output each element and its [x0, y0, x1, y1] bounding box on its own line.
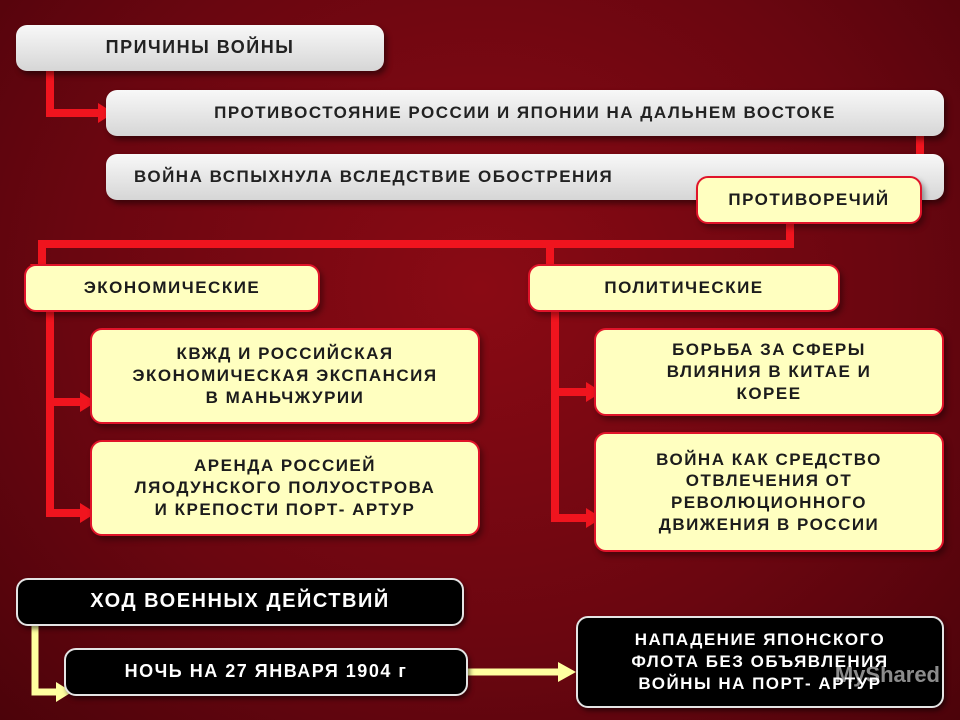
political-item-text: ВОЙНА КАК СРЕДСТВО ОТВЛЕЧЕНИЯ ОТ РЕВОЛЮЦИОННОГО ДВИЖЕНИЯ В РОССИИ — [656, 449, 882, 534]
political-item-box — [594, 432, 944, 552]
connector-contradictions — [42, 222, 790, 266]
causes-title: ПРИЧИНЫ ВОЙНЫ — [105, 37, 295, 58]
course-title-box — [16, 578, 464, 626]
political-title: ПОЛИТИЧЕСКИЕ — [604, 278, 764, 298]
confrontation-box — [106, 90, 944, 136]
contradictions-box — [696, 176, 922, 224]
economic-title: ЭКОНОМИЧЕСКИЕ — [83, 278, 261, 298]
economic-item-box — [90, 440, 480, 536]
arrowhead — [558, 662, 576, 682]
economic-item-text: АРЕНДА РОССИЕЙ ЛЯОДУНСКОГО ПОЛУОСТРОВА И КРЕПОСТИ ПОРТ- АРТУР — [134, 456, 436, 519]
economic-item-text: КВЖД И РОССИЙСКАЯ ЭКОНОМИЧЕСКАЯ ЭКСПАНСИЯ В МАНЬЧЖУРИИ — [132, 344, 438, 407]
political-item-box — [594, 328, 944, 416]
attack-text: НАПАДЕНИЕ ЯПОНСКОГО ФЛОТА БЕЗ ОБЪЯВЛЕНИЯ ВОЙНЫ НА ПОРТ- АРТУР — [631, 630, 889, 693]
political-item-text: БОРЬБА ЗА СФЕРЫ ВЛИЯНИЯ В КИТАЕ И КОРЕЕ — [666, 340, 872, 403]
connector-political-column — [555, 298, 588, 518]
night-date-text: НОЧЬ НА 27 ЯНВАРЯ 1904 г — [124, 661, 408, 682]
night-date-box — [64, 648, 468, 696]
confrontation-text: ПРОТИВОСТОЯНИЕ РОССИИ И ЯПОНИИ НА ДАЛЬНЕМ ВОСТОКЕ — [214, 103, 836, 123]
political-title-box — [528, 264, 840, 312]
course-title: ХОД ВОЕННЫХ ДЕЙСТВИЙ — [90, 590, 390, 613]
contradictions-text: ПРОТИВОРЕЧИЙ — [728, 190, 890, 210]
economic-item-box — [90, 328, 480, 424]
causes-title-box — [16, 25, 384, 71]
war-broke-out-text: ВОЙНА ВСПЫХНУЛА ВСЛЕДСТВИЕ ОБОСТРЕНИЯ — [134, 167, 614, 187]
watermark: MyShared — [834, 662, 940, 687]
economic-title-box — [24, 264, 320, 312]
